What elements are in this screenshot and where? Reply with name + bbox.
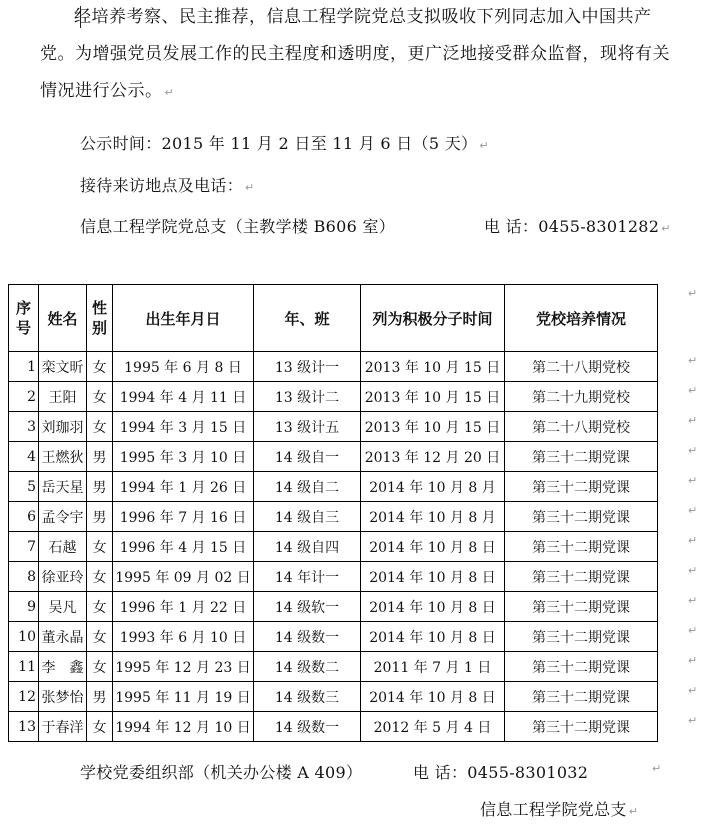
cell-index: 5 xyxy=(9,472,39,502)
cell-index: 3 xyxy=(9,412,39,442)
contact-college-place: 信息工程学院党总支（主教学楼 B606 室） xyxy=(80,217,396,236)
cell-name: 石越 xyxy=(39,532,87,562)
cell-gender: 男 xyxy=(87,502,113,532)
cell-class: 14 级自二 xyxy=(254,472,361,502)
paragraph-mark-icon: ↵ xyxy=(652,762,662,775)
cell-name: 徐亚玲 xyxy=(39,562,87,592)
cell-class: 13 级计一 xyxy=(254,352,361,382)
row-end-mark-icon: ↵ xyxy=(688,503,698,517)
cell-activist-date: 2014 年 10 月 8 月 xyxy=(361,502,505,532)
cell-gender: 男 xyxy=(87,442,113,472)
notice-period-text: 公示时间：2015 年 11 月 2 日至 11 月 6 日（5 天） xyxy=(80,134,478,153)
cell-name: 董永晶 xyxy=(39,622,87,652)
cell-class: 14 级数三 xyxy=(254,682,361,712)
header-training: 党校培养情况 xyxy=(505,285,658,352)
cell-training: 第三十二期党课 xyxy=(505,592,658,622)
cell-name: 岳天星 xyxy=(39,472,87,502)
table-row xyxy=(9,592,658,622)
row-end-mark-icon: ↵ xyxy=(688,533,698,547)
signature xyxy=(480,797,638,820)
notice-period xyxy=(80,131,489,154)
cell-gender: 女 xyxy=(87,412,113,442)
contact-college-phone: 电 话：0455-8301282 xyxy=(484,217,660,236)
table-row xyxy=(9,382,658,412)
header-birthdate: 出生年月日 xyxy=(113,285,254,352)
cell-training: 第二十八期党校 xyxy=(505,412,658,442)
cell-class: 13 级计五 xyxy=(254,412,361,442)
cell-activist-date: 2014 年 10 月 8 日 xyxy=(361,532,505,562)
cell-gender: 女 xyxy=(87,382,113,412)
row-end-mark-icon: ↵ xyxy=(688,653,698,667)
cell-gender: 女 xyxy=(87,652,113,682)
paragraph-mark-icon: ↵ xyxy=(628,805,639,818)
row-end-mark-icon: ↵ xyxy=(688,563,698,577)
cell-index: 4 xyxy=(9,442,39,472)
paragraph-mark-icon: ↵ xyxy=(245,181,255,194)
cell-name: 李 鑫 xyxy=(39,652,87,682)
cell-activist-date: 2014 年 10 月 8 日 xyxy=(361,592,505,622)
cell-training: 第三十二期党课 xyxy=(505,532,658,562)
cell-name: 王燃狄 xyxy=(39,442,87,472)
paragraph-mark-icon: ↵ xyxy=(164,86,175,99)
cell-training: 第三十二期党课 xyxy=(505,442,658,472)
cell-training: 第三十二期党课 xyxy=(505,562,658,592)
cell-name: 张梦怡 xyxy=(39,682,87,712)
row-end-mark-icon: ↵ xyxy=(688,683,698,697)
cell-training: 第二十九期党校 xyxy=(505,382,658,412)
cell-name: 孟令宇 xyxy=(39,502,87,532)
cell-name: 栾文昕 xyxy=(39,352,87,382)
cell-class: 14 级自一 xyxy=(254,442,361,472)
cell-gender: 男 xyxy=(87,472,113,502)
contact-college xyxy=(80,214,395,237)
cell-training: 第三十二期党课 xyxy=(505,652,658,682)
row-end-mark-icon: ↵ xyxy=(688,713,698,727)
cell-birthdate: 1994 年 3 月 15 日 xyxy=(113,412,254,442)
cell-birthdate: 1995 年 09 月 02 日 xyxy=(113,562,254,592)
cell-activist-date: 2014 年 10 月 8 日 xyxy=(361,682,505,712)
cell-index: 10 xyxy=(9,622,39,652)
row-end-mark-icon: ↵ xyxy=(688,353,698,367)
cell-gender: 男 xyxy=(87,682,113,712)
cell-birthdate: 1995 年 6 月 8 日 xyxy=(113,352,254,382)
cell-birthdate: 1995 年 11 月 19 日 xyxy=(113,682,254,712)
cell-name: 吴凡 xyxy=(39,592,87,622)
row-end-mark-icon: ↵ xyxy=(688,623,698,637)
table-header-row xyxy=(9,285,658,352)
cell-gender: 女 xyxy=(87,622,113,652)
header-gender: 性别 xyxy=(87,285,113,352)
cell-birthdate: 1995 年 12 月 23 日 xyxy=(113,652,254,682)
cell-activist-date: 2013 年 10 月 15 日 xyxy=(361,382,505,412)
cell-index: 13 xyxy=(9,712,39,742)
header-class: 年、班 xyxy=(254,285,361,352)
table-row xyxy=(9,472,658,502)
row-end-mark-icon: ↵ xyxy=(688,286,698,300)
cell-index: 12 xyxy=(9,682,39,712)
cell-gender: 女 xyxy=(87,562,113,592)
cell-gender: 女 xyxy=(87,712,113,742)
contact-college-phone-line xyxy=(484,214,671,237)
row-end-mark-icon: ↵ xyxy=(688,473,698,487)
table-row xyxy=(9,442,658,472)
cell-class: 14 年计一 xyxy=(254,562,361,592)
cell-activist-date: 2014 年 10 月 8 月 xyxy=(361,472,505,502)
cell-class: 14 级数一 xyxy=(254,622,361,652)
cell-training: 第三十二期党课 xyxy=(505,712,658,742)
table-body xyxy=(9,352,658,742)
table-row xyxy=(9,502,658,532)
table-row xyxy=(9,712,658,742)
table-row xyxy=(9,562,658,592)
cell-birthdate: 1993 年 6 月 10 日 xyxy=(113,622,254,652)
row-end-mark-icon: ↵ xyxy=(688,383,698,397)
cell-birthdate: 1996 年 1 月 22 日 xyxy=(113,592,254,622)
cell-training: 第三十二期党课 xyxy=(505,682,658,712)
cell-birthdate: 1995 年 3 月 10 日 xyxy=(113,442,254,472)
cell-activist-date: 2013 年 12 月 20 日 xyxy=(361,442,505,472)
visit-label-text: 接待来访地点及电话： xyxy=(80,176,244,195)
paragraph-mark-icon: ↵ xyxy=(661,222,671,235)
intro-text: 经培养考察、民主推荐，信息工程学院党总支拟吸收下列同志加入中国共产党。为增强党员发展工作的民主程度和透明度，更广泛地接受群众监督，现将有关情况进行公示。 xyxy=(40,7,670,101)
cell-training: 第三十二期党课 xyxy=(505,472,658,502)
cell-birthdate: 1994 年 1 月 26 日 xyxy=(113,472,254,502)
cell-class: 13 级计二 xyxy=(254,382,361,412)
cell-birthdate: 1994 年 12 月 10 日 xyxy=(113,712,254,742)
header-index: 序号 xyxy=(9,285,39,352)
cell-activist-date: 2011 年 7 月 1 日 xyxy=(361,652,505,682)
cell-index: 11 xyxy=(9,652,39,682)
row-end-mark-icon: ↵ xyxy=(688,413,698,427)
cell-index: 7 xyxy=(9,532,39,562)
contact-org-dept-phone-line xyxy=(413,760,588,783)
contact-org-dept-phone: 电 话：0455-8301032 xyxy=(413,763,589,782)
cell-index: 8 xyxy=(9,562,39,592)
header-name: 姓名 xyxy=(39,285,87,352)
contact-org-dept-place: 学校党委组织部（机关办公楼 A 409） xyxy=(80,763,363,782)
cell-birthdate: 1996 年 7 月 16 日 xyxy=(113,502,254,532)
paragraph-mark-icon: ↵ xyxy=(479,139,489,152)
cell-training: 第二十八期党校 xyxy=(505,352,658,382)
table-row xyxy=(9,532,658,562)
cell-name: 于春洋 xyxy=(39,712,87,742)
cell-gender: 女 xyxy=(87,592,113,622)
candidate-table xyxy=(8,284,658,742)
cell-class: 14 级自三 xyxy=(254,502,361,532)
header-activist-date: 列为积极分子时间 xyxy=(361,285,505,352)
cell-activist-date: 2014 年 10 月 8 日 xyxy=(361,622,505,652)
cell-class: 14 级软一 xyxy=(254,592,361,622)
table-row xyxy=(9,652,658,682)
cell-name: 刘珈羽 xyxy=(39,412,87,442)
cell-index: 6 xyxy=(9,502,39,532)
cell-activist-date: 2013 年 10 月 15 日 xyxy=(361,352,505,382)
contact-org-dept xyxy=(80,760,362,783)
cell-activist-date: 2014 年 10 月 8 日 xyxy=(361,562,505,592)
cell-activist-date: 2012 年 5 月 4 日 xyxy=(361,712,505,742)
visit-label xyxy=(80,173,255,196)
row-end-mark-icon: ↵ xyxy=(688,443,698,457)
cell-index: 1 xyxy=(9,352,39,382)
table-row xyxy=(9,682,658,712)
cell-name: 王阳 xyxy=(39,382,87,412)
table-row xyxy=(9,352,658,382)
cell-class: 14 级数二 xyxy=(254,652,361,682)
signature-text: 信息工程学院党总支 xyxy=(480,800,627,819)
cell-index: 2 xyxy=(9,382,39,412)
table-row xyxy=(9,622,658,652)
intro-paragraph xyxy=(40,0,680,111)
cell-gender: 女 xyxy=(87,532,113,562)
cell-class: 14 级数一 xyxy=(254,712,361,742)
cell-training: 第三十二期党课 xyxy=(505,502,658,532)
cell-birthdate: 1994 年 4 月 11 日 xyxy=(113,382,254,412)
cell-class: 14 级自四 xyxy=(254,532,361,562)
row-end-mark-icon: ↵ xyxy=(688,593,698,607)
table-row xyxy=(9,412,658,442)
cell-activist-date: 2013 年 10 月 15 日 xyxy=(361,412,505,442)
cell-training: 第三十二期党课 xyxy=(505,622,658,652)
cell-gender: 女 xyxy=(87,352,113,382)
cell-birthdate: 1996 年 4 月 15 日 xyxy=(113,532,254,562)
cell-index: 9 xyxy=(9,592,39,622)
